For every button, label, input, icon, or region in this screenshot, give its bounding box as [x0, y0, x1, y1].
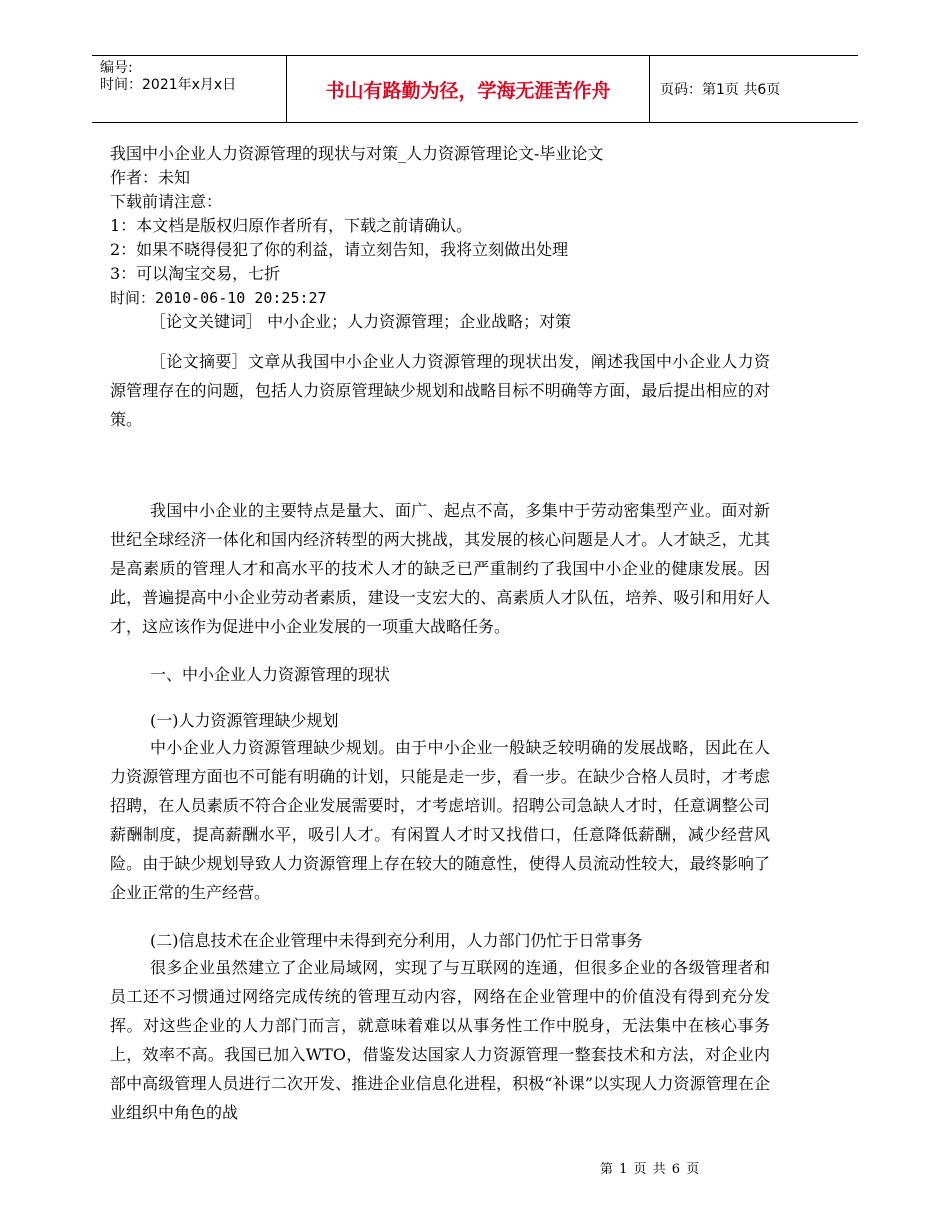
- subsection-heading: (二)信息技术在企业管理中未得到充分利用，人力部门仍忙于日常事务: [150, 931, 643, 950]
- serial-label: 编号:: [100, 60, 133, 76]
- article-author: 作者：未知: [110, 168, 191, 187]
- subsection-heading: (一)人力资源管理缺少规划: [150, 711, 339, 730]
- document-body: [110, 142, 770, 1127]
- notice-item: 1：本文档是版权归原作者所有，下载之前请确认。: [110, 216, 473, 235]
- notice-item: 3：可以淘宝交易，七折: [110, 264, 281, 283]
- article-keywords: ［论文关键词］ 中小企业；人力资源管理；企业战略；对策: [150, 312, 572, 331]
- header-motto: 书山有路勤为径，学海无涯苦作舟: [286, 56, 650, 122]
- intro-paragraph: 我国中小企业的主要特点是量大、面广、起点不高，多集中于劳动密集型产业。面对新世纪全球经济一体化和国内经济转型的两大挑战，其发展的核心问题是人才。人才缺乏，尤其是高素质的管理人才和高水平的技术人才的缺乏已严重制约了我国中小企业的健康发展。因此，普遍提高中小企业劳动者素质，建设一支宏大的、高素质人才队伍，培养、吸引和用好人才，这应该作为促进中小企业发展的一项重大战略任务。: [110, 501, 770, 636]
- page-footer: 第 1 页 共 6 页: [600, 1162, 701, 1177]
- header-meta: [92, 56, 286, 122]
- header-page-info: 页码：第1页 共6页: [660, 82, 781, 98]
- section-heading: 一、中小企业人力资源管理的现状: [150, 665, 391, 684]
- subsection-body: 中小企业人力资源管理缺少规划。由于中小企业一般缺乏较明确的发展战略，因此在人力资源管理方面也不可能有明确的计划，只能是走一步，看一步。在缺少合格人员时，才考虑招聘，在人员素质不符合企业发展需要时，才考虑培训。招聘公司急缺人才时，任意调整公司薪酬制度，提高薪酬水平，吸引人才。有闲置人才时又找借口，任意降低薪酬，减少经营风险。由于缺少规划导致人力资源管理上存在较大的随意性，使得人员流动性较大，最终影响了企业正常的生产经营。: [110, 738, 770, 902]
- article-title: 我国中小企业人力资源管理的现状与对策_人力资源管理论文-毕业论文: [110, 144, 604, 163]
- notice-heading: 下载前请注意：: [110, 192, 223, 211]
- article-abstract: ［论文摘要］文章从我国中小企业人力资源管理的现状出发，阐述我国中小企业人力资源管理存在的问题，包括人力资原管理缺少规划和战略目标不明确等方面，最后提出相应的对策。: [110, 352, 770, 429]
- page-header: [92, 55, 858, 123]
- article-datetime: 时间：2010-06-10 20:25:27: [110, 289, 327, 307]
- notice-item: 2：如果不晓得侵犯了你的利益，请立刻告知，我将立刻做出处理: [110, 240, 569, 259]
- subsection-body: 很多企业虽然建立了企业局域网，实现了与互联网的连通，但很多企业的各级管理者和员工还不习惯通过网络完成传统的管理互动内容，网络在企业管理中的价值没有得到充分发挥。对这些企业的人力部门而言，就意味着难以从事务性工作中脱身，无法集中在核心事务上，效率不高。我国已加入WTO，借鉴发达国家人力资源管理一整套技术和方法，对企业内部中高级管理人员进行二次开发、推进企业信息化进程，积极“补课”以实现人力资源管理在企业组织中角色的战: [110, 958, 770, 1122]
- header-time: 时间：2021年x月x日: [100, 77, 237, 93]
